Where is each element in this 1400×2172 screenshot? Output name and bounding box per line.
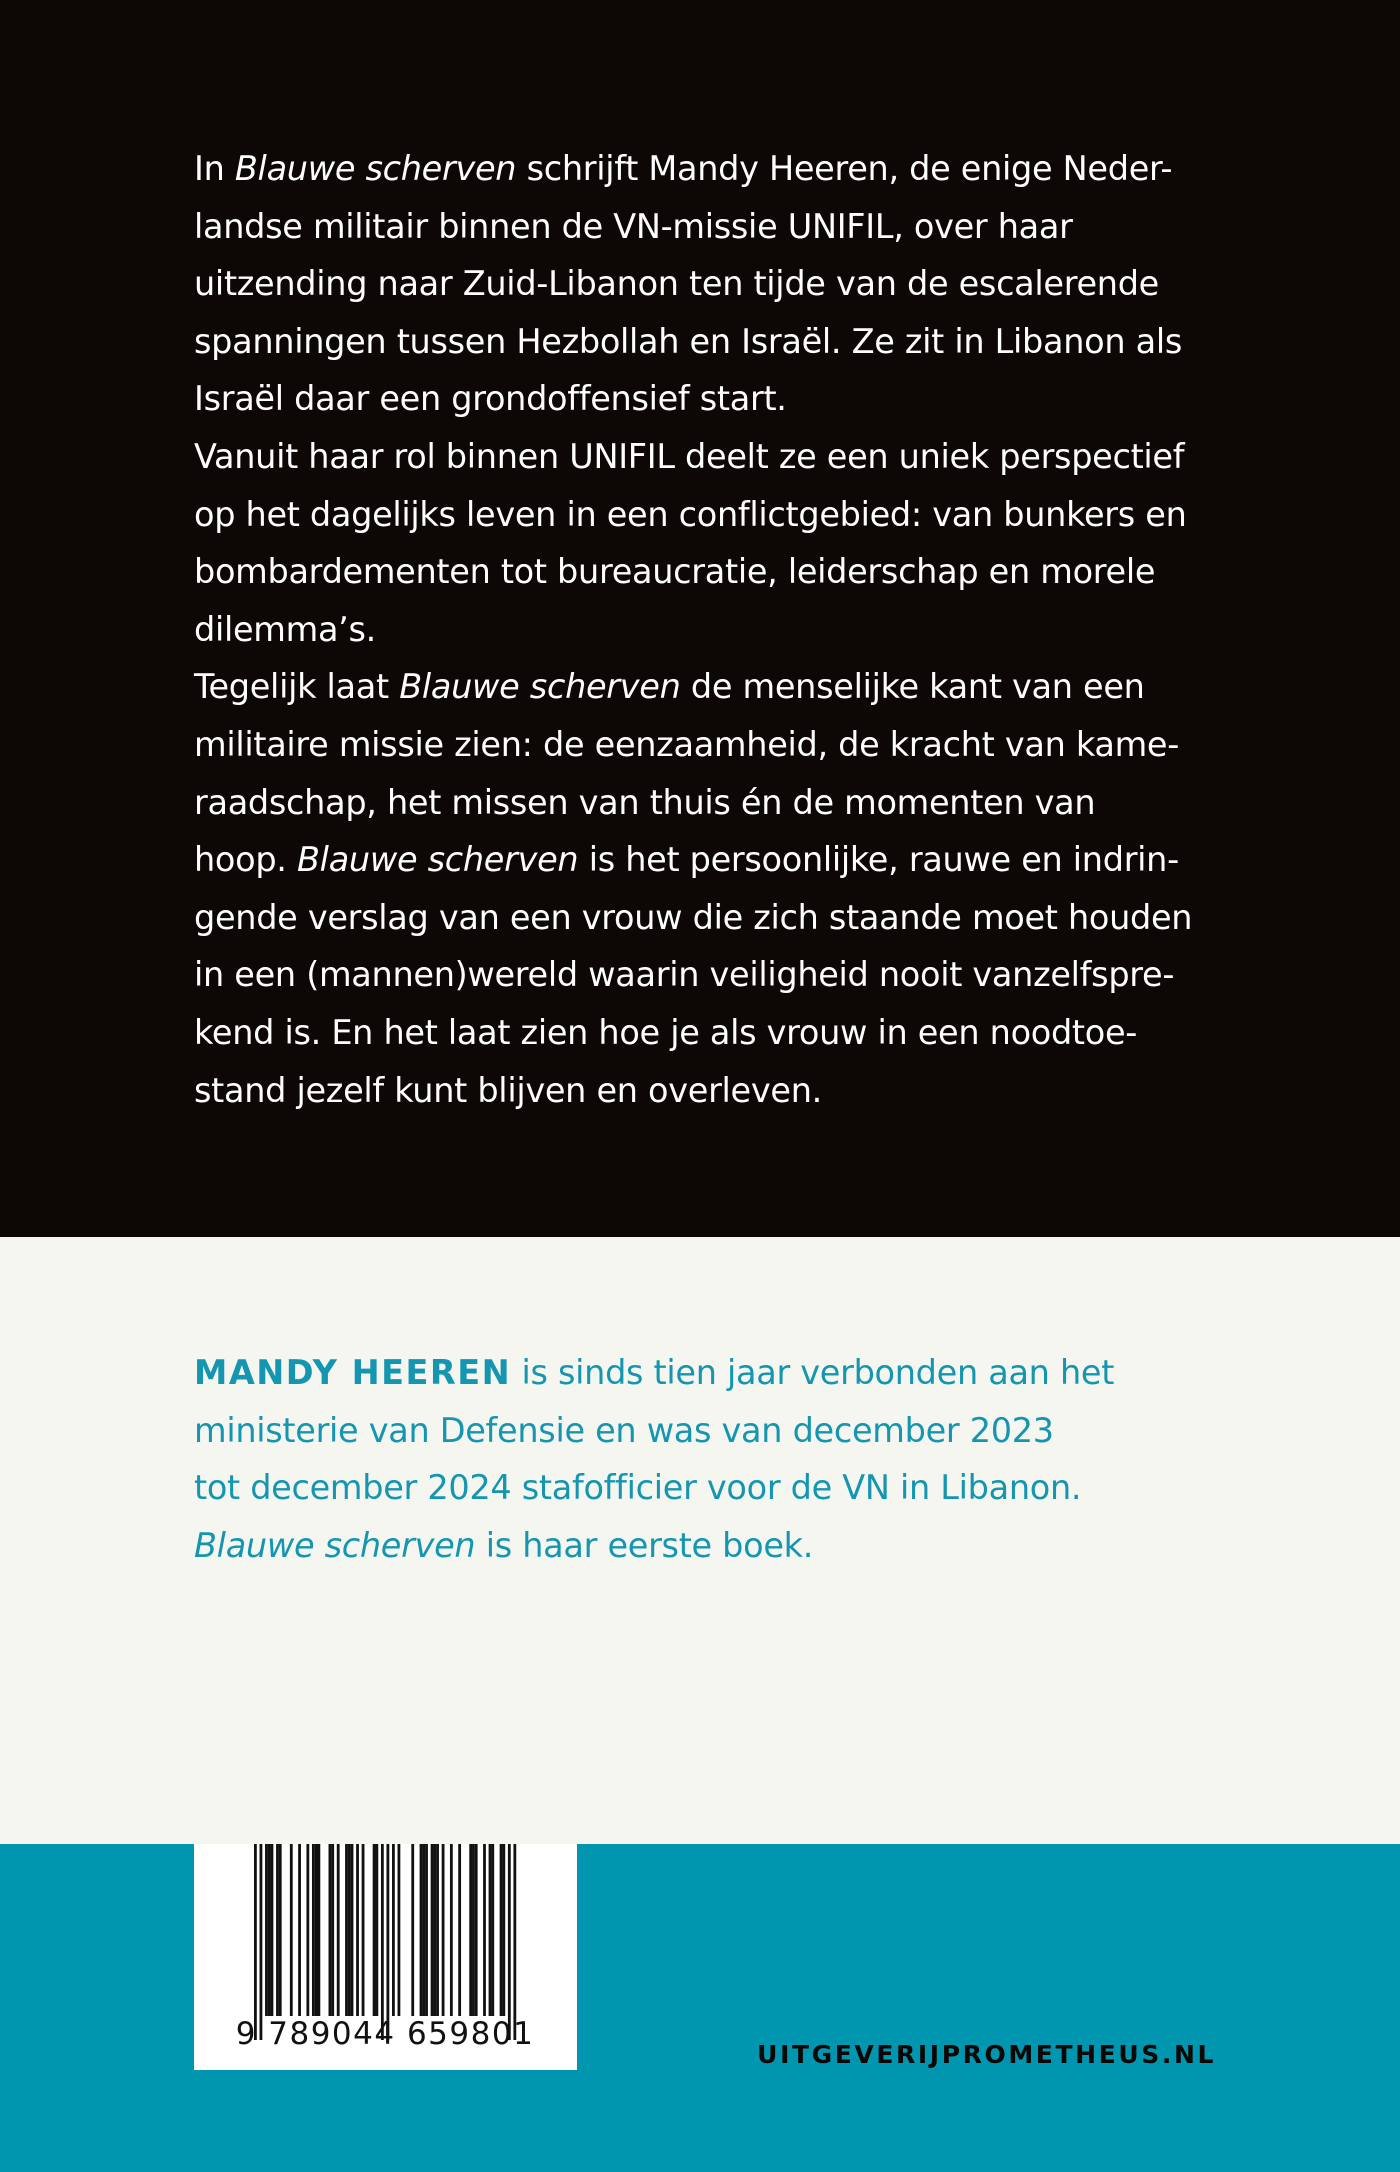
- blurb-line: In Blauwe scherven schrijft Mandy Heeren, de enige Neder-: [194, 149, 1173, 188]
- barcode-bar: [436, 1844, 439, 2016]
- barcode-bar: [356, 1844, 359, 2016]
- blurb-line: dilemma’s.: [194, 609, 377, 649]
- barcode-bar: [392, 1844, 395, 2016]
- barcode-bar: [271, 1844, 274, 2016]
- book-title-italic: Blauwe scherven: [194, 1525, 476, 1565]
- barcode-bar: [315, 1844, 318, 2016]
- barcode-bar: [398, 1844, 401, 2016]
- blurb-line: Tegelijk laat Blauwe scherven de menselijke kant van een: [194, 667, 1145, 707]
- bio-line: ministerie van Defensie en was van december 2023: [194, 1410, 1054, 1450]
- barcode-bar: [491, 1844, 494, 2016]
- isbn-barcode: [194, 1844, 577, 2070]
- barcode-graphic: [194, 1844, 577, 2070]
- barcode-bar: [513, 1844, 516, 2040]
- barcode-bar: [472, 1844, 475, 2016]
- blurb-line: Vanuit haar rol binnen UNIFIL deelt ze een uniek perspectief: [194, 436, 1185, 476]
- barcode-digits: 9 789044 659801: [235, 2016, 535, 2052]
- blurb-line: spanningen tussen Hezbollah en Israël. Ze zit in Libanon als: [194, 321, 1183, 361]
- barcode-bar: [375, 1844, 378, 2016]
- barcode-bar: [386, 1844, 389, 2040]
- blurb-line: op het dagelijks leven in een conflictgebied: van bunkers en: [194, 494, 1187, 534]
- barcode-bar: [362, 1844, 365, 2016]
- barcode-bar: [475, 1844, 478, 2016]
- barcode-bar: [306, 1844, 309, 2016]
- barcode-bar: [373, 1844, 376, 2016]
- barcode-bar: [290, 1844, 293, 2016]
- barcode-bar: [268, 1844, 271, 2016]
- blurb-line: uitzending naar Zuid-Libanon ten tijde van de escalerende: [194, 264, 1159, 304]
- bio-line: Blauwe scherven is haar eerste boek.: [194, 1525, 814, 1565]
- barcode-bar: [298, 1844, 301, 2016]
- barcode-bar: [337, 1844, 340, 2016]
- barcode-bar: [279, 1844, 282, 2016]
- blurb-line: landse militair binnen de VN-missie UNIFIL, over haar: [194, 206, 1073, 246]
- barcode-bar: [331, 1844, 334, 2016]
- barcode-bar: [260, 1844, 263, 2040]
- barcode-bar: [276, 1844, 279, 2016]
- barcode-bar: [502, 1844, 505, 2016]
- blurb-line: stand jezelf kunt blijven en overleven.: [194, 1070, 822, 1110]
- barcode-bar: [431, 1844, 434, 2016]
- barcode-bar: [442, 1844, 445, 2016]
- barcode-bar: [312, 1844, 315, 2016]
- blurb-line: militaire missie zien: de eenzaamheid, de kracht van kame-: [194, 724, 1180, 764]
- barcode-bar: [265, 1844, 268, 2016]
- barcode-bar: [317, 1844, 320, 2016]
- blurb-line: in een (mannen)wereld waarin veiligheid nooit vanzelfspre-: [194, 955, 1175, 995]
- barcode-bar: [425, 1844, 428, 2016]
- barcode-bar: [500, 1844, 503, 2016]
- bio-line: tot december 2024 stafofficier voor de VN in Libanon.: [194, 1468, 1082, 1508]
- barcode-bar: [458, 1844, 461, 2016]
- barcode-bar: [433, 1844, 436, 2016]
- barcode-bar: [483, 1844, 486, 2016]
- barcode-bar: [450, 1844, 453, 2016]
- book-blurb: [194, 140, 1224, 1119]
- barcode-bar: [345, 1844, 348, 2016]
- barcode-bar: [381, 1844, 384, 2040]
- bio-line: MANDY HEEREN is sinds tien jaar verbonden aan het: [194, 1353, 1115, 1392]
- blurb-line: kend is. En het laat zien hoe je als vrouw in een noodtoe-: [194, 1012, 1138, 1052]
- barcode-bar: [489, 1844, 492, 2016]
- blurb-line: Israël daar een grondoffensief start.: [194, 379, 787, 419]
- book-title-italic: Blauwe scherven: [399, 667, 681, 707]
- barcode-bar: [420, 1844, 423, 2016]
- book-title-italic: Blauwe scherven: [234, 149, 517, 188]
- blurb-line: bombardementen tot bureaucratie, leiderschap en morele: [194, 552, 1156, 592]
- barcode-bar: [469, 1844, 472, 2016]
- publisher-url: UITGEVERIJPROMETHEUS.NL: [757, 2040, 1216, 2069]
- author-bio: [194, 1344, 1194, 1574]
- barcode-bar: [351, 1844, 354, 2016]
- barcode-bar: [348, 1844, 351, 2016]
- author-name: MANDY HEEREN: [194, 1353, 512, 1392]
- barcode-bar: [411, 1844, 414, 2016]
- barcode-bar: [329, 1844, 332, 2016]
- blurb-line: gende verslag van een vrouw die zich staande moet houden: [194, 897, 1193, 937]
- barcode-bar: [422, 1844, 425, 2016]
- barcode-bar: [508, 1844, 511, 2040]
- book-title-italic: Blauwe scherven: [297, 840, 579, 880]
- blurb-line: raadschap, het missen van thuis én de momenten van: [194, 782, 1096, 822]
- barcode-bar: [254, 1844, 257, 2040]
- blurb-line: hoop. Blauwe scherven is het persoonlijke, rauwe en indrin-: [194, 840, 1179, 880]
